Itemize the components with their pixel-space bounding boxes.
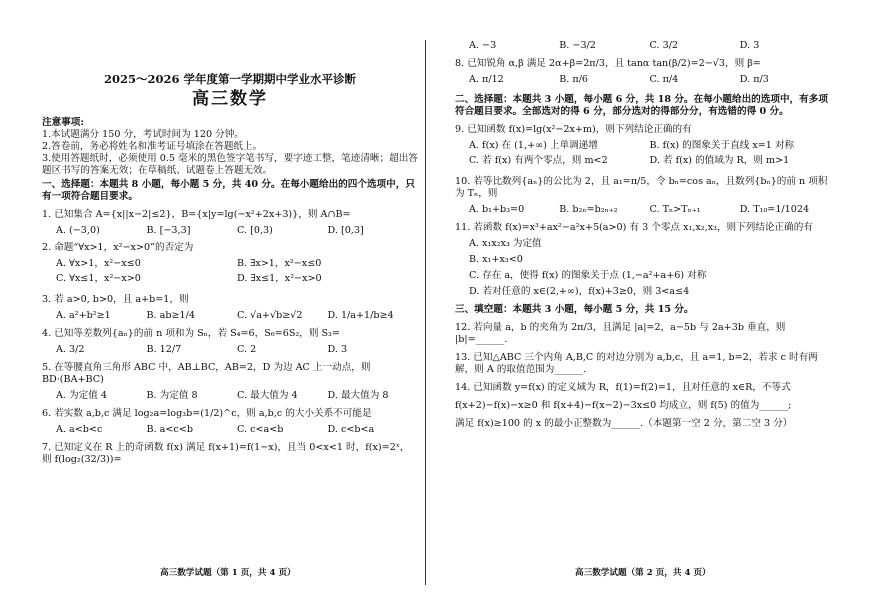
- question-8: 8. 已知锐角 α,β 满足 2α+β=2π/3，且 tanα tan(β/2)=2−√3，则 β=: [455, 57, 761, 69]
- option-c: C. √a+√b≥√2: [237, 310, 303, 322]
- option-a: A. a²+b²≥1: [56, 310, 111, 322]
- question-11-options: [469, 238, 830, 302]
- option-c: C. 若 f(x) 有两个零点，则 m<2: [469, 154, 608, 166]
- option-d: D. 若 f(x) 的值域为 R，则 m>1: [649, 154, 790, 166]
- page-footer-2: 高三数学试题（第 2 页，共 4 页）: [575, 568, 711, 578]
- option-c: C. 3/2: [649, 40, 679, 51]
- option-c: C. 2: [237, 344, 257, 356]
- question-8-options: [469, 74, 830, 86]
- question-10-options: [469, 204, 830, 216]
- option-a: A. x₁x₂x₃ 为定值: [469, 237, 542, 249]
- option-d: D. 若对任意的 x∈(2,+∞)，f(x)+3≥0，则 3<a≤4: [469, 285, 690, 297]
- question-9: 9. 已知函数 f(x)=lg(x²−2x+m)，则下列结论正确的有: [455, 123, 692, 135]
- option-b: B. a<c<b: [146, 424, 193, 436]
- question-5-options: [56, 390, 418, 402]
- option-c: C. c<a<b: [237, 424, 284, 436]
- option-c: C. Tₙ>Tₙ₊₁: [649, 203, 701, 215]
- option-a: A. a<b<c: [56, 424, 103, 436]
- option-d: D. 3: [327, 344, 348, 356]
- option-a: A. f(x) 在 (1,+∞) 上单调递增: [469, 139, 598, 151]
- option-d: D. 1/a+1/b≥4: [327, 310, 394, 322]
- option-c: C. π/4: [649, 73, 679, 85]
- question-14-line-3: 满足 f(x)≥100 的 x 的最小正整数为______.（本题第一空 2 分，第二空 3 分）: [455, 417, 793, 429]
- option-a: A. ∀x>1，x²−x≤0: [56, 258, 141, 270]
- option-a: A. 3/2: [56, 344, 85, 356]
- option-a: A. 为定值 4: [56, 390, 107, 402]
- question-4-options: [56, 344, 418, 356]
- subject-title: 高三数学: [192, 89, 268, 110]
- page-footer-1: 高三数学试题（第 1 页，共 4 页）: [160, 568, 296, 578]
- option-c: C. 最大值为 4: [237, 390, 298, 402]
- question-9-options: [469, 140, 830, 170]
- option-c: C. ∀x≤1，x²−x>0: [56, 273, 141, 285]
- section-heading-3: 三、填空题：本题共 3 小题，每小题 5 分，共 15 分。: [455, 303, 694, 315]
- question-2-options: [56, 258, 418, 288]
- option-d: D. 3: [739, 40, 760, 51]
- option-d: D. [0,3]: [327, 224, 364, 236]
- column-divider: [425, 40, 426, 585]
- question-14-line-2: f(x+2)−f(x)−x≥0 和 f(x+4)−f(x−2)−3x≤0 均成立，则 f(5) 的值为______;: [455, 399, 792, 411]
- option-b: B. f(x) 的图象关于直线 x=1 对称: [649, 139, 795, 151]
- question-7-options: [469, 40, 830, 52]
- option-c: C. 存在 a，使得 f(x) 的图象关于点 (1,−a²+a+6) 对称: [469, 269, 707, 281]
- option-b: B. x₁+x₃<0: [469, 253, 523, 265]
- option-b: B. b₂ₙ=b₂ₙ₊₂: [559, 203, 618, 215]
- option-a: A. (−3,0): [56, 224, 100, 236]
- right-column: [455, 40, 830, 430]
- left-column: [42, 40, 418, 466]
- question-11: 11. 若函数 f(x)=x³+ax²−a²x+5(a>0) 有 3 个零点 x₁,x₂,x₃，则下列结论正确的有: [455, 221, 813, 233]
- option-b: B. [−3,3]: [146, 224, 191, 236]
- option-a: A. π/12: [469, 73, 504, 85]
- option-b: B. −3/2: [559, 40, 596, 51]
- option-a: A. b₁+b₃=0: [469, 203, 525, 215]
- option-b: B. 为定值 8: [146, 390, 198, 402]
- option-d: D. 最大值为 8: [327, 390, 389, 402]
- option-d: D. ∃x≤1，x²−x>0: [237, 273, 322, 285]
- section-heading-2: 二、选择题：本题共 3 小题，每小题 6 分，共 18 分。在每小题给出的选项中，有多项符合题目要求。全部选对的得 6 分，部分选对的得部分分，有选错的得 0 分。: [455, 93, 828, 117]
- question-1-options: [56, 225, 418, 237]
- question-3-options: [56, 310, 418, 322]
- exam-title: 2025～2026 学年度第一学期期中学业水平诊断: [103, 72, 356, 86]
- question-2: 2. 命题“∀x>1，x²−x>0”的否定为: [42, 242, 194, 254]
- question-7: 7. 已知定义在 R 上的奇函数 f(x) 满足 f(x+1)=f(1−x)，且当 0<x<1 时，f(x)=2ˣ，则 f(log₂(32/3))=: [42, 442, 410, 466]
- option-c: C. [0,3): [237, 224, 273, 236]
- question-10: 10. 若等比数列{aₙ}的公比为 2，且 a₁=π/5，令 bₙ=cos aₙ，且数列{bₙ}的前 n 项积为 Tₙ，则: [455, 175, 828, 199]
- question-6: 6. 若实数 a,b,c 满足 log₂a=log₃b=(1/2)^c，则 a,b,c 的大小关系不可能是: [42, 408, 372, 420]
- notice-line: 2.答卷前，务必将姓名和准考证号填涂在答题纸上。: [42, 140, 263, 152]
- notice-line: 1.本试题满分 150 分，考试时间为 120 分钟。: [42, 128, 244, 140]
- option-a: A. −3: [469, 40, 497, 51]
- notice-title: 注意事项:: [42, 116, 84, 128]
- question-13: 13. 已知△ABC 三个内角 A,B,C 的对边分别为 a,b,c，且 a=1, b=2，若求 c 时有两解，则 A 的取值范围为______.: [455, 351, 818, 375]
- question-14: 14. 已知函数 y=f(x) 的定义域为 R，f(1)=f(2)=1，且对任意的 x∈R，不等式: [455, 381, 791, 393]
- option-d: D. T₁₀=1/1024: [739, 203, 810, 215]
- option-b: B. ab≥1/4: [146, 310, 195, 322]
- section-heading-1: 一、选择题：本题共 8 小题，每小题 5 分，共 40 分。在每小题给出的四个选项中，只有一项符合题目要求。: [42, 178, 415, 202]
- option-b: B. 12/7: [146, 344, 182, 356]
- notice-line: 3.使用答题纸时，必须使用 0.5 毫米的黑色签字笔书写，要字迹工整，笔迹清晰；超出答题区书写的答案无效；在草稿纸、试题卷上答题无效。: [42, 152, 418, 176]
- option-d: D. π/3: [739, 73, 769, 85]
- option-b: B. ∃x>1，x²−x≤0: [237, 258, 322, 270]
- question-1: 1. 已知集合 A={x||x−2|≤2}，B={x|y=lg(−x²+2x+3)}，则 A∩B=: [42, 208, 351, 220]
- question-4: 4. 已知等差数列{aₙ}的前 n 项和为 Sₙ，若 S₄=6，S₆=6S₂，则 S₃=: [42, 328, 340, 340]
- question-6-options: [56, 424, 418, 436]
- option-d: D. c<b<a: [327, 424, 375, 436]
- question-12: 12. 若向量 a，b 的夹角为 2π/3，且满足 |a|=2，a−5b 与 2a+3b 垂直，则 |b|=______.: [455, 321, 786, 345]
- question-3: 3. 若 a>0, b>0，且 a+b=1，则: [42, 294, 189, 306]
- option-b: B. π/6: [559, 73, 589, 85]
- question-5: 5. 在等腰直角三角形 ABC 中，AB⊥BC，AB=2，D 为边 AC 上一动点，则 BD·(BA+BC): [42, 362, 371, 386]
